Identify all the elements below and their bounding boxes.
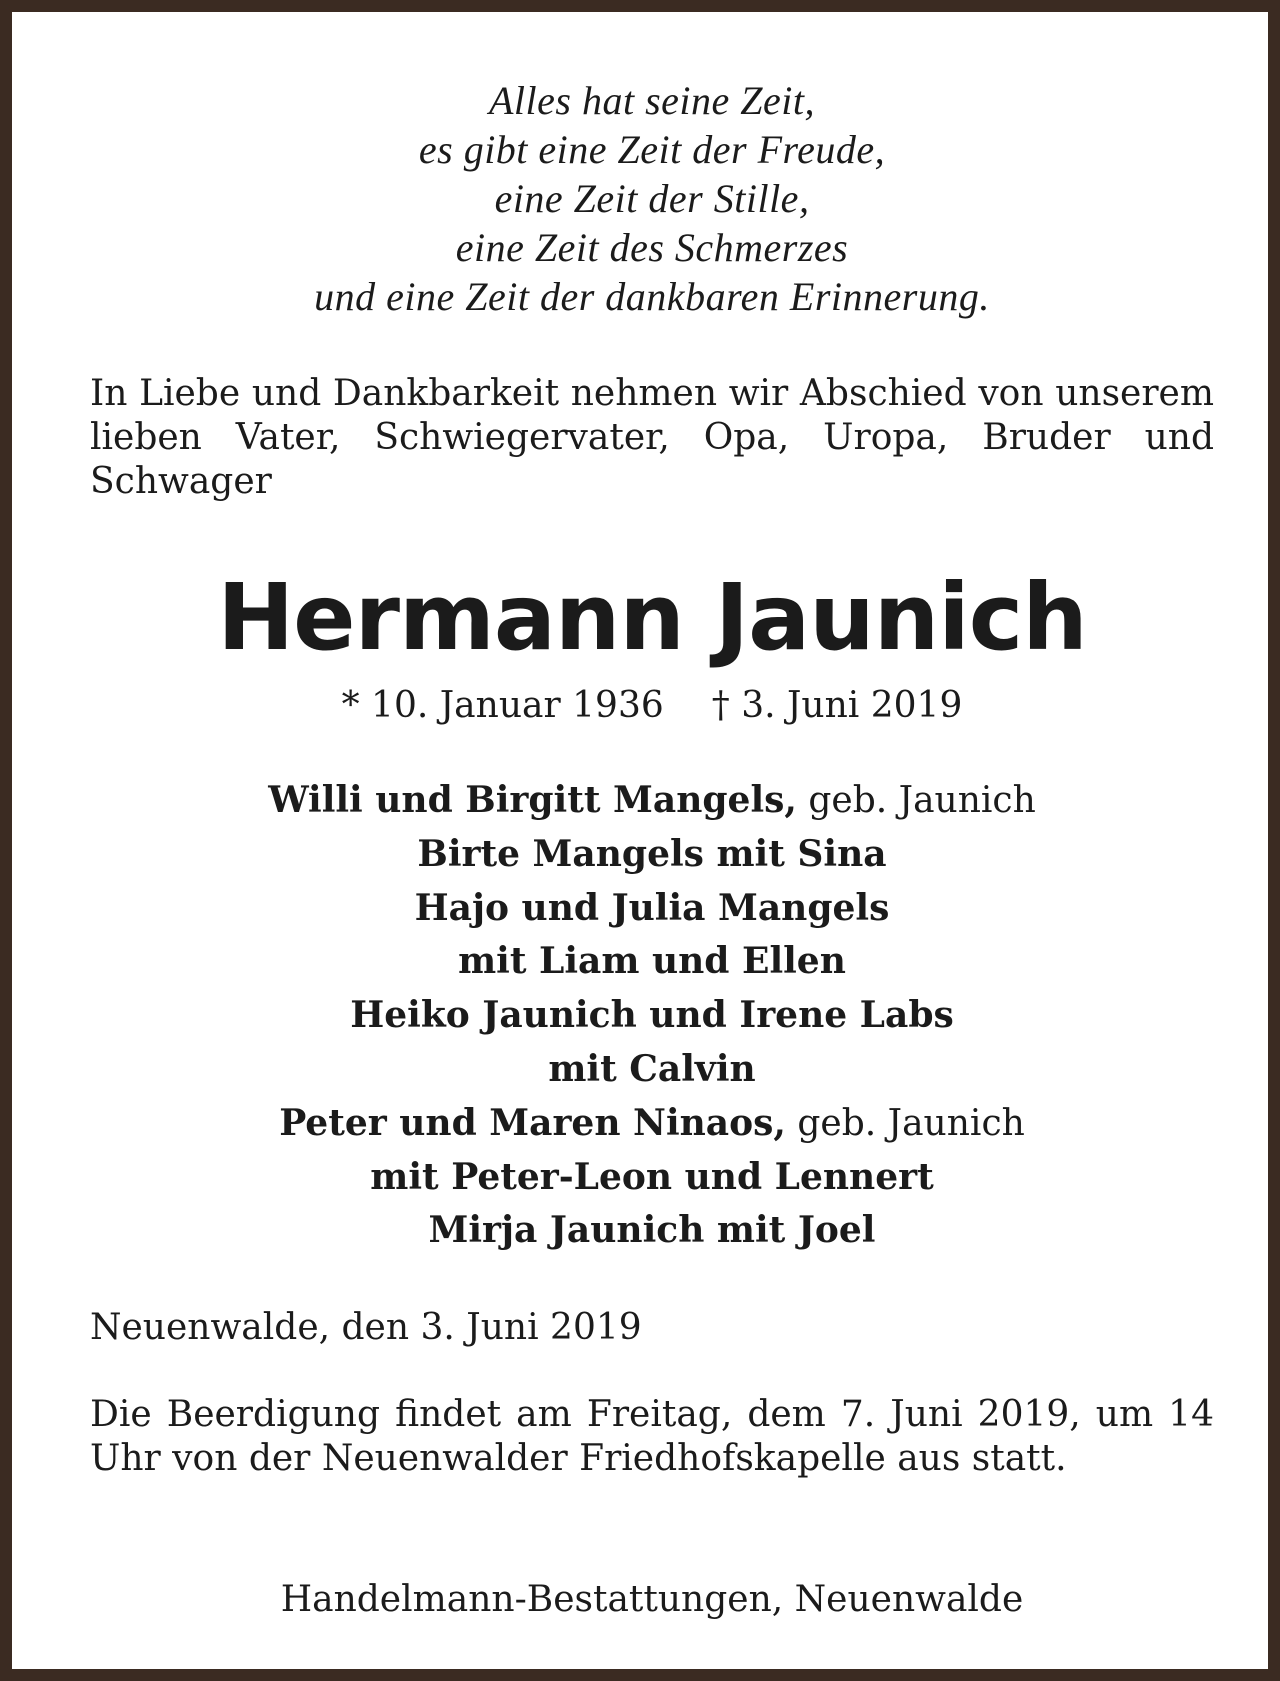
family-line [90, 774, 1214, 828]
family-maiden-name: geb. Jaunich [796, 780, 1036, 821]
family-line: Heiko Jaunich und Irene Labs [350, 994, 954, 1037]
family-line [90, 1097, 1214, 1151]
family-maiden-name: geb. Jaunich [785, 1102, 1025, 1144]
family-line: mit Calvin [548, 1047, 756, 1090]
undertaker: Handelmann-Bestattungen, Neuenwalde [280, 1579, 1024, 1620]
birth-date: * 10. Januar 1936 [341, 685, 664, 726]
funeral-info: Die Beerdigung findet am Freitag, dem 7. Juni 2019, um 14 Uhr von der Neuenwalder Friedhofskapelle aus statt. [90, 1394, 1214, 1479]
poem-line: und eine Zeit der dankbaren Erinnerung. [314, 274, 990, 319]
poem [90, 76, 1214, 321]
family-line: mit Liam und Ellen [458, 940, 846, 983]
family-name-bold: Peter und Maren Ninaos, [279, 1101, 786, 1144]
poem-line: Alles hat seine Zeit, [488, 78, 815, 123]
life-dates [90, 682, 1214, 730]
death-date: † 3. Juni 2019 [711, 685, 963, 726]
intro-paragraph: In Liebe und Dankbarkeit nehmen wir Abschied von unserem lieben Vater, Schwiegervater, Opa, Uropa, Bruder und Schwager [90, 373, 1214, 502]
poem-line: eine Zeit der Stille, [494, 176, 810, 221]
family-list [90, 774, 1214, 1258]
family-line: Mirja Jaunich mit Joel [428, 1209, 876, 1252]
poem-line: eine Zeit des Schmerzes [455, 225, 849, 270]
family-line: Hajo und Julia Mangels [414, 886, 890, 929]
family-line: Birte Mangels mit Sina [417, 832, 887, 875]
place-and-date: Neuenwalde, den 3. Juni 2019 [90, 1307, 642, 1348]
family-line: mit Peter-Leon und Lennert [370, 1155, 934, 1198]
family-name-bold: Willi und Birgitt Mangels, [268, 779, 797, 821]
deceased-name: Hermann Jaunich [217, 564, 1087, 671]
poem-line: es gibt eine Zeit der Freude, [418, 127, 886, 172]
